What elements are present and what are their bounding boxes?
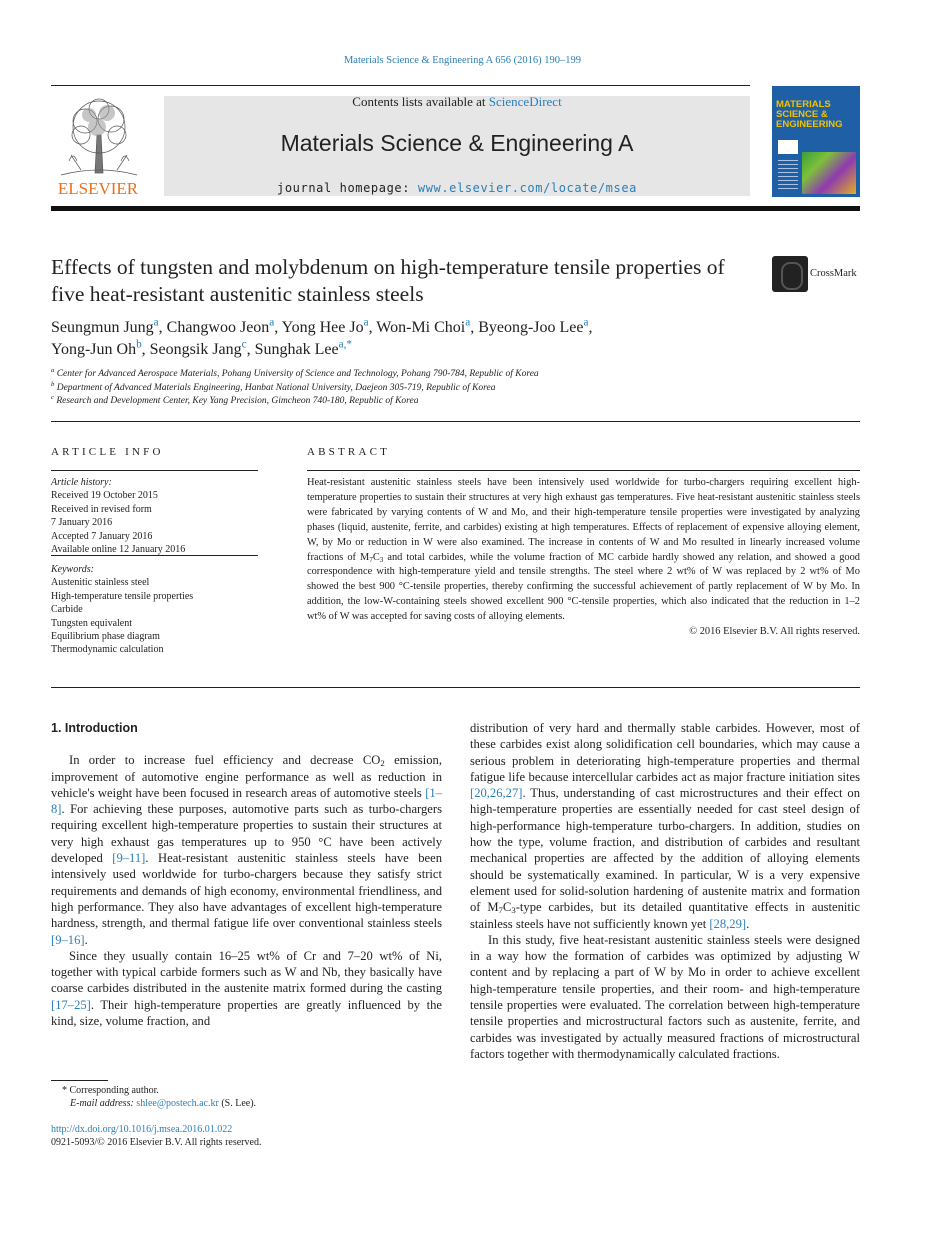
article-title: Effects of tungsten and molybdenum on high-temperature tensile properties of five heat-resistant austenitic stainless steels [51,255,725,306]
footnote-rule [51,1080,108,1081]
article-info-heading: ARTICLE INFO [51,446,164,458]
affiliation-mark[interactable]: a [153,316,159,329]
abstract-heading: ABSTRACT [307,446,391,458]
author-name[interactable]: Seungmun Jung [51,319,154,336]
affiliation-mark[interactable]: c [241,338,247,351]
citation-link[interactable]: [1–8] [51,785,442,817]
citation-link[interactable]: [20,26,27] [470,786,523,801]
affiliation-b: $^b$ Department of Advanced Materials Engineering, Hanbat National University, Daejeon 305-719, Republic of Korea [51,380,496,393]
keywords-label: Keywords: [51,564,94,575]
doi-block [51,1123,431,1150]
author-list: Seungmun Jung$^a$, Changwoo Jeon$^a$, Yong Hee Jo$^a$, Won-Mi Choi$^a$, Byeong-Joo Lee$^a$, Yong-Jun Oh$^b$, Seongsik Jang$^c$, Sunghak Lee$^{a,*}$ [51,316,593,358]
cover-text-lines [778,160,798,190]
paragraph: Since they usually contain 16–25 wt% of Cr and 7–20 wt% of Ni, together with typical carbide formers such as W and Nb, they basically have coarse carbides distributed in the austenite matrix formed during the casting [17–25]. Their high-temperature properties are greatly influenced by the kind, size, volume fraction, and [51,948,442,1029]
abstract-rule [307,470,860,471]
history-item: Received 19 October 2015 [51,490,158,502]
affiliation-mark[interactable]: a [269,316,275,329]
keyword: Austenitic stainless steel [51,577,150,589]
author-name[interactable]: Won-Mi Choi [376,319,466,336]
corresponding-author: * Corresponding author. [62,1085,159,1096]
journal-cover-image [772,86,860,197]
section-heading: 1. Introduction [51,721,138,735]
keyword: Tungsten equivalent [51,617,133,629]
citation-link[interactable]: [28,29] [709,916,747,931]
author-name[interactable]: Seongsik Jang [149,341,242,358]
copyright: © 2016 Elsevier B.V. All rights reserved. [689,626,860,638]
running-header[interactable]: Materials Science & Engineering A 656 (2016) 190–199 [343,55,582,66]
article-history [51,476,258,556]
history-item: Received in revised form [51,503,152,515]
citation-link[interactable]: [9–16] [51,932,85,947]
keywords [51,563,258,657]
elsevier-logo [51,95,145,197]
sciencedirect-link[interactable]: ScienceDirect [488,94,562,109]
paragraph: distribution of very hard and thermally stable carbides. However, most of these carbides exist along solidification cell boundaries, which may cause a serious problem in deteriorating high-temperature properties and thermal fatigue life because intercellular carbides act as major fracture initiation sites [20,26,27]. Thus, understanding of cast microstructures and their effect on high-temperature properties are essentially needed for cast steel design of high-performance high-temperature turbo-chargers. In addition, studies on how the type, volume fraction, and distribution of carbides and resultant mechanical properties are affected by the addition of alloying elements should be systematically examined. In particular, W is a very expensive element used for solid-solution hardening of austenite matrix and formation of $M_7C_3$-type carbides, but its detailed quantitative effects in austenitic stainless steels have not sufficiently known yet [28,29]. [470,721,860,931]
affiliations [51,368,751,409]
doi-link[interactable]: http://dx.doi.org/10.1016/j.msea.2016.01.022 [51,1124,233,1135]
history-item: 7 January 2016 [51,517,113,529]
header-rule [51,85,750,86]
elsevier-wordmark: ELSEVIER [57,179,139,197]
header-thick-rule [51,206,860,211]
citation-link[interactable]: [17–25] [51,997,91,1012]
journal-homepage [164,181,750,195]
issn-line: 0921-5093/© 2016 Elsevier B.V. All rights reserved. [51,1137,262,1149]
info-top-rule [51,421,860,422]
paragraph: In this study, five heat-resistant austenitic stainless steels were designed in a way how the formation of carbides was optimized by adjusting W content and by replacing a part of W by Mo in order to achieve excellent high-temperature tensile properties, and their room- and high-temperature tensile properties were evaluated. The correlation between high-temperature tensile properties and microstructural factors such as austenite, ferrite, and carbides was investigated by actually measured fractions of microstructural factors together with thermodynamically calculated fractions. [470,932,860,1061]
cover-art [802,152,856,194]
history-item: Accepted 7 January 2016 [51,530,153,542]
contents-line [164,94,750,110]
author-name[interactable]: Yong-Jun Oh [51,341,137,358]
footnote [62,1084,442,1111]
contents-prefix: Contents lists available at [352,94,489,109]
homepage-prefix: journal homepage: [277,181,418,195]
author-name[interactable]: Yong Hee Jo [281,319,364,336]
info-rule [51,470,258,471]
keyword: Thermodynamic calculation [51,644,164,656]
paragraph: In order to increase fuel efficiency and decrease $CO_2$ emission, improvement of automotive engine performance as well as reduction in vehicle's weight have been focused in research areas of automotive steels [1–8]. For achieving these purposes, automotive parts such as turbo-chargers requiring excellent high-temperature properties to sustain their structures at very high exhaust gas temperatures up to 950 °C have been actively developed [9–11]. Heat-resistant austenitic stainless steels have been intensively used worldwide for turbo-chargers because they satisfy strict requirements and demands of high economy, environmental friendliness, and high performance. They also have advantages of excellent high-temperature hardness, strength, and thermal fatigue life over conventional stainless steels [9–16]. [51,753,442,947]
keyword: Equilibrium phase diagram [51,631,160,643]
body-column-right [470,720,860,1062]
email-line: E-mail address: shlee@postech.ac.kr (S. Lee). [70,1098,257,1110]
history-item: Available online 12 January 2016 [51,544,186,556]
history-label: Article history: [51,477,112,488]
affiliation-mark[interactable]: a [363,316,369,329]
homepage-link[interactable]: www.elsevier.com/locate/msea [417,181,637,195]
author-name[interactable]: Changwoo Jeon [166,319,270,336]
affiliation-mark[interactable]: b [136,338,142,351]
abstract-bottom-rule [51,687,860,688]
author-name[interactable]: Sunghak Lee [254,341,339,358]
keyword: High-temperature tensile properties [51,590,194,602]
affiliation-mark[interactable]: a [465,316,471,329]
affiliation-mark[interactable]: a [583,316,589,329]
keyword: Carbide [51,604,83,616]
email-link[interactable]: shlee@postech.ac.kr [136,1098,219,1110]
citation-link[interactable]: [9–11] [112,851,146,866]
cover-letter-box [778,140,798,154]
body-column-left [51,720,442,1029]
affiliation-mark[interactable]: a,* [338,338,352,351]
journal-title: Materials Science & Engineering A [280,130,634,156]
crossmark-label: CrossMark [810,268,857,279]
history-rule [51,555,258,556]
crossmark-badge[interactable] [772,256,864,292]
abstract-text: Heat-resistant austenitic stainless steels have been intensively used worldwide for turbo-chargers requiring excellent high-temperature properties to sustain their structures at very high exhaust gas temperatures. Five heat-resistant austenitic stainless steels were fabricated by varying contents of W and Mo, and their high-temperature tensile properties were investigated by analyzing phases (liquid, austenite, ferrite, and carbides) existing at high temperatures. Effects of replacement of expensive alloying element, W, by Mo or reduction in W were also examined. The increase in contents of W and Mo resulted in linearly increased volume fractions of $M_7C_3$ and total carbides, while the volume fraction of MC carbide hardly showed any relation, and showed a good correspondence with high-temperature yield and tensile strengths. The steel where 2 wt% of W was replaced by 2 wt% of Mo showed the best 900 °C-tensile properties, thereby confirming the successful achievement of partly replacement of W by Mo. In addition, the low-W-containing steels showed excellent 900 °C-tensile properties, which also indicated that the reduction in 1–2 wt% of W was accepted for saving costs of alloying elements. © 2016 Elsevier B.V. All rights reserved. [307,476,860,640]
cover-title: MATERIALS SCIENCE & ENGINEERING [776,99,843,130]
crossmark-icon [772,256,808,292]
affiliation-c: $^c$ Research and Development Center, Key Yang Precision, Gimcheon 740-180, Republic of Korea [51,393,419,406]
affiliation-a: $^a$ Center for Advanced Aerospace Materials, Pohang University of Science and Technology, Pohang 790-784, Republic of Korea [51,366,539,379]
author-name[interactable]: Byeong-Joo Lee [478,319,584,336]
